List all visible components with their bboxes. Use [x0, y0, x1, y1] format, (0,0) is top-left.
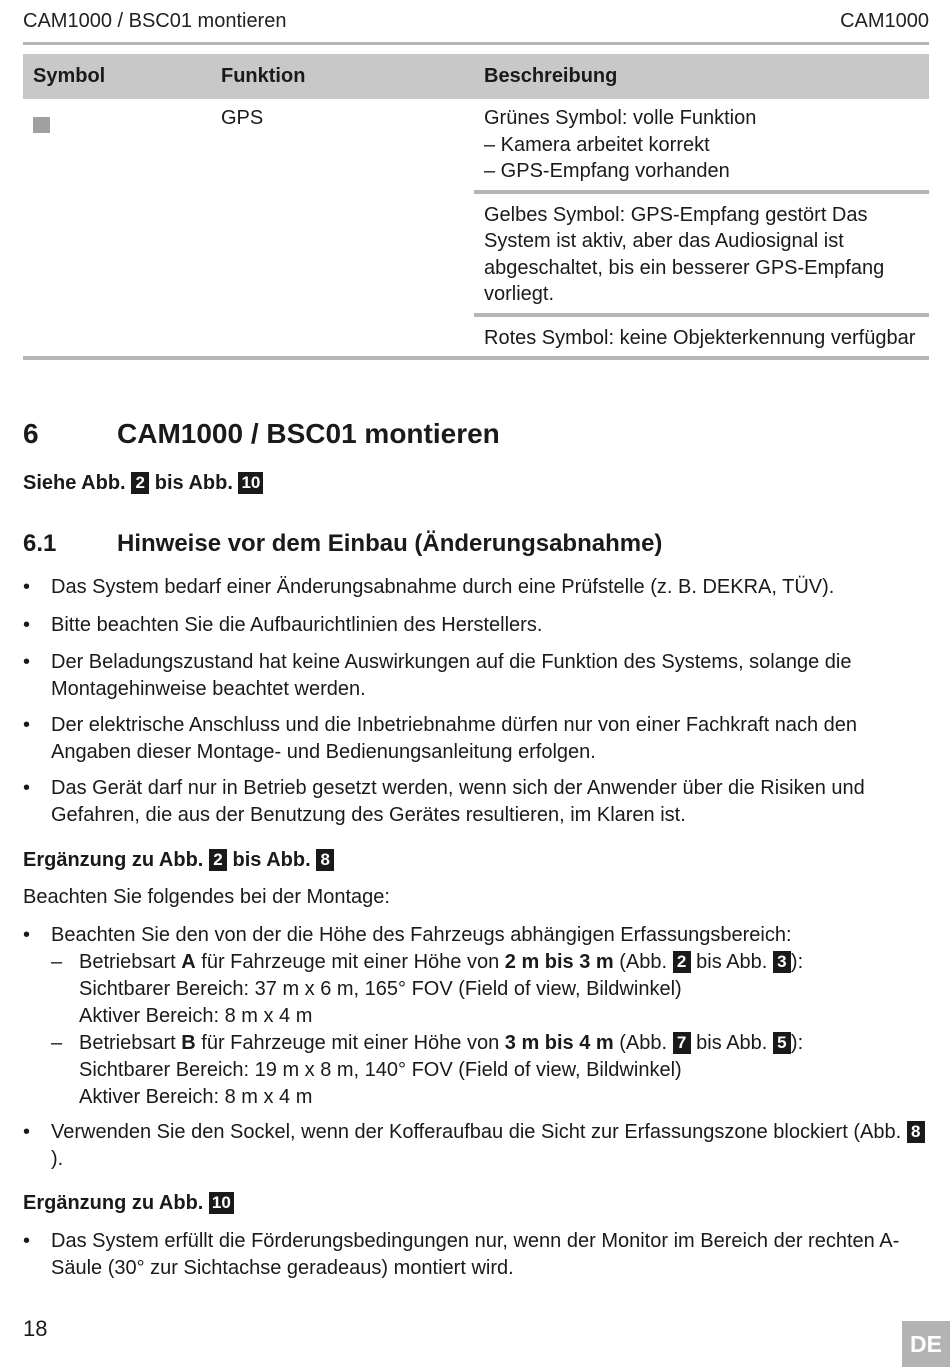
- list-item: • Das System bedarf einer Änderungsabnahme durch eine Prüfstelle (z. B. DEKRA, TÜV).: [23, 576, 835, 598]
- col-function: Funktion: [211, 54, 474, 99]
- see-pre: Siehe Abb.: [23, 472, 126, 494]
- section-title: Hinweise vor dem Einbau (Änderungsabnahme): [117, 530, 663, 557]
- page: [23, 0, 929, 1367]
- running-header: [23, 10, 929, 36]
- see-figures: [23, 472, 263, 495]
- supplement-heading: Ergänzung zu Abb. 2 bis Abb. 8: [23, 849, 334, 872]
- header-right: CAM1000: [840, 10, 929, 32]
- desc-green-line: – Kamera arbeitet korrekt: [484, 133, 710, 156]
- language-tab: DE: [902, 1321, 950, 1367]
- list-item: • Bitte beachten Sie die Aufbaurichtlinien des Herstellers.: [23, 614, 543, 636]
- figure-ref-box: 8: [907, 1121, 925, 1143]
- list-item: • Der Beladungszustand hat keine Auswirkungen auf die Funktion des Systems, solange die Montagehinweise beachtet werden.: [23, 651, 852, 700]
- supplement-heading: Ergänzung zu Abb. 10: [23, 1192, 234, 1215]
- mode-a-item: – Betriebsart A für Fahrzeuge mit einer Höhe von 2 m bis 3 m (Abb. 2 bis Abb. 3 ): Sichtbarer Bereich: 37 m x 6 m, 165° FOV (Field of view, Bildwinkel) Aktiver Bereich: 8 m x 4 m: [51, 951, 804, 1027]
- figure-ref-box: 3: [773, 951, 791, 973]
- header-left: CAM1000 / BSC01 montieren: [23, 10, 287, 32]
- symbol-table: [23, 54, 929, 360]
- section-heading-6-1: [23, 530, 662, 558]
- desc-green-line: Grünes Symbol: volle Funktion: [484, 107, 757, 129]
- list-item: • Verwenden Sie den Sockel, wenn der Kofferaufbau die Sicht zur Erfassungszone blockiert (Abb. 8).: [23, 1119, 929, 1173]
- desc-yellow: Gelbes Symbol: GPS-Empfang gestört Das System ist aktiv, aber das Audiosignal ist abgeschaltet, bis ein besserer GPS-Empfang vorliegt.: [474, 192, 929, 315]
- page-number: 18: [23, 1316, 48, 1341]
- function-cell: GPS: [211, 99, 474, 358]
- header-rule: [23, 42, 929, 45]
- table-row: [23, 99, 929, 192]
- desc-red: Rotes Symbol: keine Objekterkennung verfügbar: [474, 315, 929, 359]
- figure-ref-box: 10: [209, 1192, 234, 1214]
- section-number: 6.1: [23, 530, 57, 557]
- figure-ref-box: 8: [316, 849, 334, 871]
- see-mid: bis Abb.: [154, 472, 233, 494]
- section-number: 6: [23, 418, 39, 449]
- figure-ref-box: 2: [209, 849, 227, 871]
- section-title: CAM1000 / BSC01 montieren: [117, 418, 500, 449]
- list-item: • Beachten Sie den von der die Höhe des Fahrzeugs abhängigen Erfassungsbereich: – Betriebsart A für Fahrzeuge mit einer Höhe von 2 m bis 3 m (Abb. 2 bis Abb. 3 ): Sichtbarer Bereich: 37 m x 6 m, 165° FOV (Field of view, Bildwinkel) Aktiver Bereich: 8 m x 4 m – Betriebsart B für Fahrzeuge mit einer Höhe von 3 m bis 4 m (Abb. 7 bis Abb. 5 ): Sichtbarer Bereich: 19 m x 8 m, 140° FOV (Field of view, Bildwinkel) Aktiver Bereich: 8 m x 4 m: [23, 922, 929, 1111]
- figure-ref-box: 5: [773, 1032, 791, 1054]
- list-item: • Der elektrische Anschluss und die Inbetriebnahme dürfen nur von einer Fachkraft nach den Angaben dieser Montage- und Bedienungsanleitung erfolgen.: [23, 714, 858, 763]
- col-description: Beschreibung: [474, 54, 929, 99]
- desc-green: [474, 99, 929, 192]
- mode-b-item: – Betriebsart B für Fahrzeuge mit einer Höhe von 3 m bis 4 m (Abb. 7 bis Abb. 5 ): Sichtbarer Bereich: 19 m x 8 m, 140° FOV (Field of view, Bildwinkel) Aktiver Bereich: 8 m x 4 m: [51, 1032, 804, 1108]
- figure-ref-box: 2: [131, 472, 149, 494]
- desc-green-line: – GPS-Empfang vorhanden: [484, 160, 730, 182]
- figure-ref-box: 10: [238, 472, 263, 494]
- figure-ref-box: 7: [673, 1032, 691, 1054]
- table-header-row: [23, 54, 929, 99]
- gps-status-icon: [33, 117, 50, 133]
- list-item: • Das System erfüllt die Förderungsbedingungen nur, wenn der Monitor im Bereich der rechten A-Säule (30° zur Sichtachse geradeaus) montiert wird.: [23, 1230, 900, 1279]
- section-heading-6: [23, 418, 500, 450]
- col-symbol: Symbol: [23, 54, 211, 99]
- intro-text: Beachten Sie folgendes bei der Montage:: [23, 886, 390, 908]
- symbol-cell: [23, 99, 211, 358]
- list-item: • Das Gerät darf nur in Betrieb gesetzt werden, wenn sich der Anwender über die Risiken und Gefahren, die aus der Benutzung des Gerätes resultieren, im Klaren ist.: [23, 777, 865, 826]
- figure-ref-box: 2: [673, 951, 691, 973]
